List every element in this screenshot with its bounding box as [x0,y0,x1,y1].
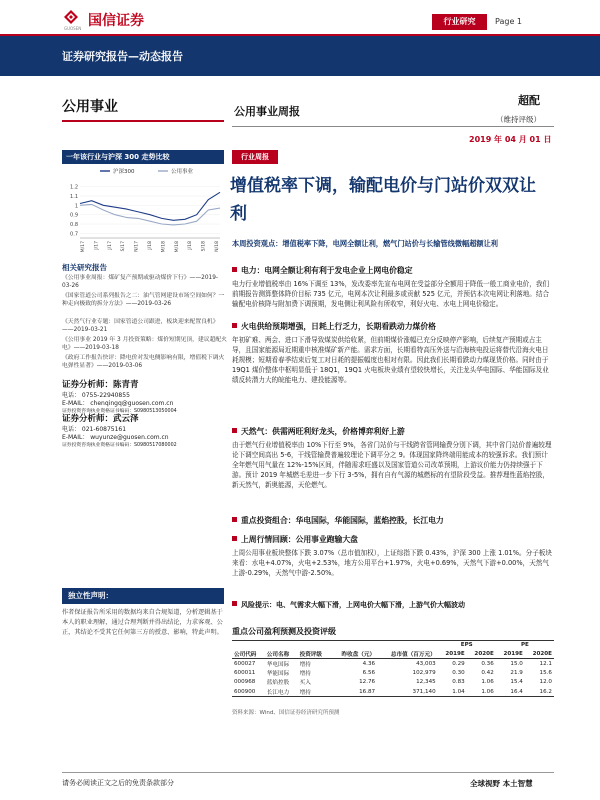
disclaimer-title: 独立性声明： [62,588,224,604]
table-cell: 0.83 [452,679,465,686]
disclaimer-text: 作者保证报告所采用的数据均来自合规渠道，分析逻辑基于本人的职业理解，通过合理判断并得出结论，力求客观、公正，其结论不受其它任何第三方的授意、影响，特此声明。 [62,609,223,636]
y-tick-label: 1.1 [70,194,78,200]
intro-label: 本周投资观点： [232,239,283,248]
chart-title: 一年该行业与沪深 300 走势比较 [62,150,224,164]
table-cell: 买入 [299,680,311,687]
table-cell: 12.1 [539,660,552,667]
section-heading: 天然气：供需两旺利好龙头，价格博弈利好上游 [232,426,554,437]
related-report-item[interactable]: 《公用事业 2019 年 3 月投资策略：煤价短期见顶，建议超配火电》——2019-03-18 [62,337,227,351]
report-date: 2019 年 04 月 01 日 [469,135,552,144]
section-heading: 上周行情回顾：公用事业跑输大盘 [232,534,554,545]
group-pe: PE [496,641,554,650]
analyst-cert: 证券投资咨询执业资格证书编码：S0980517080002 [62,443,177,448]
logo-sub: GUOSEN [64,26,82,31]
table-title: 重点公司盈利预测及投资评级 [232,627,336,636]
x-tick-label: M/18 [161,241,167,253]
legend-label: 公用事业 [171,169,194,175]
table-cell: 1.04 [438,687,467,697]
x-tick-label: S/17 [121,241,127,252]
x-tick-label: J/18 [188,241,194,250]
rating: 超配 [518,94,540,107]
table-cell: 华能国际 [266,670,290,677]
banner-text: 证券研究报告—动态报告 [62,50,183,63]
table-row [232,659,554,669]
analyst-name-line: 证券分析师：陈青青 [62,380,139,390]
table-cell: 增持 [298,687,331,697]
table-cell: 000968 [234,679,256,686]
guosen-logo-icon [64,10,78,24]
table-cell: 4.36 [362,660,376,667]
bullet-icon [232,428,237,433]
analyst-email[interactable]: E-MAIL： wuyunze@guosen.com.cn [62,434,169,441]
table-header-cell: 2020E [467,650,496,659]
table-header-row [232,650,554,659]
related-report-item[interactable]: 《天然气行业专题：国家管道公司跟进，板块迎来配置良机》——2019-03-21 [62,319,219,333]
forecast-table [232,640,554,697]
table-header-cell: 公司名称 [265,650,298,659]
table-cell: 蓝焰控股 [266,680,290,687]
analyst-cert: 证券投资咨询执业资格证书编码：S0980513050004 [62,409,177,414]
section-body: 年初矿难、两会、进口下滑导致煤炭供给收紧，但前期煤价涨幅已充分反映停产影响，后续复产预期或占主导，且国家能源局近期重申核准煤矿新产能。需求方面，长期看特高压外送与沿海核电投运将替代沿海火电日耗规模；短期看春季结束后复工对日耗的提振幅度也相对有限。因此我们长期看跌动力煤现货价格。同时由于 19Q1 煤价整体中枢明显低于 18Q1，19Q1 火电板块业绩有望较快增长，关注龙头华电国际、华能国际及业绩反转潜力大的皖能电力、建投能源等。 [232,336,549,384]
table-cell: 12.76 [359,679,376,686]
y-tick-label: 0.9 [70,212,78,219]
table-cell: 600027 [234,660,256,667]
y-tick-label: 0.8 [70,222,78,228]
table-cell: 600900 [232,687,265,697]
table-row [232,668,554,678]
table-header-cell: 昨收盘（元） [330,650,377,659]
table-header-cell: 2020E [525,650,554,659]
legend-label: 沪深300 [113,169,135,175]
footer-divider [62,772,554,773]
x-tick-label: J/17 [94,241,100,250]
sector-name: 公用事业 [62,99,118,115]
table-header-cell: 投资评级 [298,650,331,659]
analyst-block [62,378,224,416]
bullet-icon [232,601,237,606]
table-source: 资料来源：Wind、国信证券经济研究所预测 [232,710,340,716]
y-tick-label: 0.7 [70,231,78,238]
section-body: 电力行业增值税率由 16%下调至 13%，发改委率先宣布电网在受益部分全额用于降低一般工商业电价，我们前期报告测算整体降价目标 735 亿元，电网本次让利最多或贡献 525 亿元，并预估本次电网让利落地。结合输配电价核降与附加费下调预期，发电侧让利风险有所收窄，利好火电、水电上网电价稳定。 [232,280,550,308]
table-cell: 16.87 [330,687,377,697]
table-cell: 600011 [234,669,256,676]
table-header-cell: 公司代码 [232,650,265,659]
table-cell: 16.2 [525,687,554,697]
table-cell: 华电国际 [266,661,290,668]
table-cell: 0.29 [452,660,465,667]
section-heading: 火电供给预期增强，日耗上行乏力，长期看跌动力煤价格 [232,321,554,332]
series-line [80,192,220,220]
table-cell: 371,140 [377,687,438,697]
table-cell: 长江电力 [265,687,298,697]
report-type: 公用事业周报 [234,105,300,118]
x-tick-label: M/18 [174,241,180,253]
x-tick-label: N/17 [134,241,140,252]
section-body: 上周公用事业板块整体下跌 3.07%（总市值加权），上证综指下跌 0.43%，沪深 300 上涨 1.01%。分子板块来看：水电+4.07%，火电+2.53%，地方公用平台+1.97%，火电+0.69%，天然气下游+0.00%，天然气上游-0.29%，天然气中游-2.50%。 [232,549,552,577]
bullet-icon [232,267,237,272]
table-cell: 12,345 [416,679,436,686]
analyst-phone: 电话： 021-60875161 [62,426,127,433]
table-cell: 增持 [299,670,311,677]
intro-paragraph [232,238,554,249]
group-spacer [232,641,438,650]
table-header-cell: 2019E [438,650,467,659]
table-cell: 15.6 [539,669,552,676]
related-reports-title: 相关研究报告 [62,263,107,272]
table-cell: 102,979 [412,669,436,676]
section-body: 由于燃气行业增值税率由 10%下行至 9%，各省门站价与干线跨省管网输费分别下调，其中省门站价普遍较理论下调空间高出 5-6，干线管输费普遍较理论下调平分之 9。体现国家降终端用能成本的较强诉求。我们预计全年燃气用气量在 12%-15%区间，伴随需求旺盛以及国家管道公司改革预期，上游议价能力仍持续强于下游。预计 2019 年城燃毛差进一步下行 3-5%，拥有自有气源的城燃标的有望阶段受益。推荐理性蓝焰控股，新天然气，新奥能源，天伦燃气。 [232,441,552,489]
bullet-icon [232,536,237,541]
section-heading: 风险提示：电、气需求大幅下滑，上网电价大幅下滑，上游气价大幅波动 [232,600,554,610]
x-tick-label: J/17 [107,241,113,250]
table-cell: 1.06 [481,679,494,686]
section-heading: 电力：电网全额让利有利于发电企业上网电价稳定 [232,265,554,276]
section-heading: 重点投资组合：华电国际，华能国际，蓝焰控股，长江电力 [232,515,554,526]
table-cell: 21.9 [510,669,523,676]
table-row [232,678,554,688]
industry-research-tag: 行业研究 [432,14,487,30]
table-cell: 15.4 [510,679,523,686]
intro-text: 增值税率下降，电网全额让利，燃气门站价与长输管线微幅超额让利 [282,239,498,248]
sector-underline [62,120,224,122]
x-tick-label: M/17 [81,241,86,253]
performance-chart [62,164,224,254]
analyst-block [62,412,224,450]
bullet-icon [232,517,237,522]
performance-chart-svg [62,164,224,254]
analyst-phone: 电话： 0755-22940855 [62,392,130,399]
table-cell: 6.56 [362,669,376,676]
table-cell: 0.36 [481,660,494,667]
table-cell: 0.30 [452,669,465,676]
group-eps: EPS [438,641,496,650]
table-cell: 12.0 [539,679,552,686]
rating-sub: （维持评级） [496,115,541,124]
related-report-item[interactable]: 《公用事业周报：煤矿复产预期或驱动煤价下行》——2019-03-26 [62,275,218,289]
table-cell: 43,003 [416,660,436,667]
table-header-cell: 总市值（百万元） [377,650,438,659]
footer-disclaimer: 请务必阅读正文之后的免责条款部分 [62,779,174,787]
table-cell: 增持 [299,661,311,668]
y-tick-label: 1 [74,203,78,210]
report-title: 增值税率下调，输配电价与门站价双双让利 [230,176,536,224]
page-number: Page 1 [495,17,522,26]
section-tag: 行业周报 [232,150,278,164]
table-group-row [232,641,554,650]
x-tick-label: J/18 [148,241,153,250]
related-report-item[interactable]: 《政府工作报告快评：降电价对发电侧影响有限，增值税下调火电弹性显著》——2019-03-06 [62,355,225,369]
related-report-item[interactable]: 《国家管道公司系列报告之二：油气管网建设市场空间如何？一种走向极致的拆分方法》——2019-03-26 [62,293,225,307]
bullet-icon [232,323,237,328]
analyst-name-line: 证券分析师：武云泽 [62,414,139,424]
analyst-email[interactable]: E-MAIL： chenqingq@guosen.com.cn [62,400,174,407]
title-divider [232,126,554,127]
table-cell: 1.06 [467,687,496,697]
table-cell: 0.42 [481,669,494,676]
logo-text: 国信证券 [88,13,144,29]
table-cell: 16.4 [496,687,525,697]
x-tick-label: S/18 [201,241,207,252]
table-header-cell: 2019E [496,650,525,659]
footer-slogan: 全球视野 本土智慧 [470,779,533,788]
table-row [232,687,554,697]
y-tick-label: 1.2 [70,184,78,191]
table-cell: 15.0 [510,660,523,667]
x-tick-label: N/18 [215,241,220,252]
